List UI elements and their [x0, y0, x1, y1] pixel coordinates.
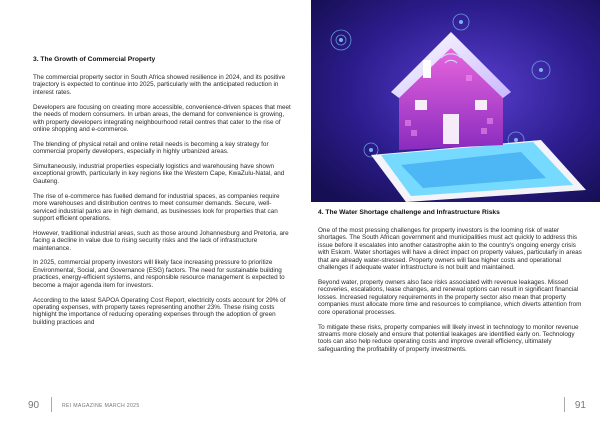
right-page: [300, 0, 600, 424]
paragraph: The blending of physical retail and online retail needs is becoming a key strategy for commercial property developers, especially in highly urbanized areas.: [33, 140, 269, 156]
page-number: 90: [28, 400, 40, 411]
section-heading-commercial-property: 3. The Growth of Commercial Property: [33, 56, 156, 63]
footer-divider: [564, 397, 565, 412]
paragraph: Beyond water, property owners also face risks associated with revenue leakages. Missed recoveries, escalations, lease changes, and renewal options can result in significant financial losses. Increased regulatory requirements in the property sector also mean that property companies must allocate more time and resources to compliance, which diverts attention from core operational processes.: [318, 279, 582, 316]
paragraph: Simultaneously, industrial properties especially logistics and warehousing have shown exceptional growth, particularly in key regions like the Western Cape, KwaZulu-Natal, and Gauteng.: [33, 162, 285, 185]
page-number: 91: [574, 400, 586, 411]
paragraph: One of the most pressing challenges for property investors is the looming risk of water shortages. The South African government and municipalities must act quickly to address this issue before it escalates into another catastrophe akin to the country's ongoing energy crisis with Eskom. Water shortages will have a direct impact on property values, particularly in areas that are already water-stressed. Property owners will face higher costs and operational challenges if adequate water infrastructure is not built and maintained.: [318, 227, 582, 272]
paragraph: However, traditional industrial areas, such as those around Johannesburg and Pretoria, are facing a decline in value due to rising security risks and the lack of infrastructure maintenance.: [33, 229, 289, 252]
magazine-name: REI MAGAZINE MARCH 2025: [62, 403, 140, 409]
paragraph: The commercial property sector in South Africa showed resilience in 2024, and its positive trajectory is expected to continue into 2025, particularly with the anticipated reduction in interest rates.: [33, 74, 286, 96]
left-column: [33, 56, 291, 334]
paragraph: In 2025, commercial property investors will likely face increasing pressure to prioritize Environmental, Social, and Governance (ESG) factors. The need for sustainable building practices, energy-efficient systems, and responsible resource management is expected to become a major agenda item for investors.: [33, 259, 285, 289]
footer-divider: [51, 397, 52, 412]
right-column: [318, 209, 582, 361]
paragraph: To mitigate these risks, property companies will likely invest in technology to monitor revenue streams more closely and ensure that potential leakages are identified early on. Technology tools can also help reduce operating costs and improve overall efficiency, ultimately safeguarding the profitability of property investments.: [318, 323, 579, 353]
section-heading-water-shortage: 4. The Water Shortage challenge and Infrastructure Risks: [318, 209, 500, 216]
paragraph: According to the latest SAPOA Operating Cost Report, electricity costs account for 29% of operating expenses, with property taxes representing another 23%. These rising costs highlight the importance of reducing operating expenses through the adoption of green building practices and: [33, 296, 286, 326]
paragraph: The rise of e-commerce has fuelled demand for industrial spaces, as companies require more warehouses and distribution centres to meet consumer demands. Secure, well-serviced industrial parks are in high demand, as businesses look for properties that can support efficient operations.: [33, 192, 280, 222]
paragraph: Developers are focusing on creating more accessible, convenience-driven spaces that meet the needs of modern consumers. In urban areas, the demand for convenience is growing, with property developers integrating neighbourhood retail centres that cater to the rise of online shopping and e-commerce.: [33, 103, 291, 134]
